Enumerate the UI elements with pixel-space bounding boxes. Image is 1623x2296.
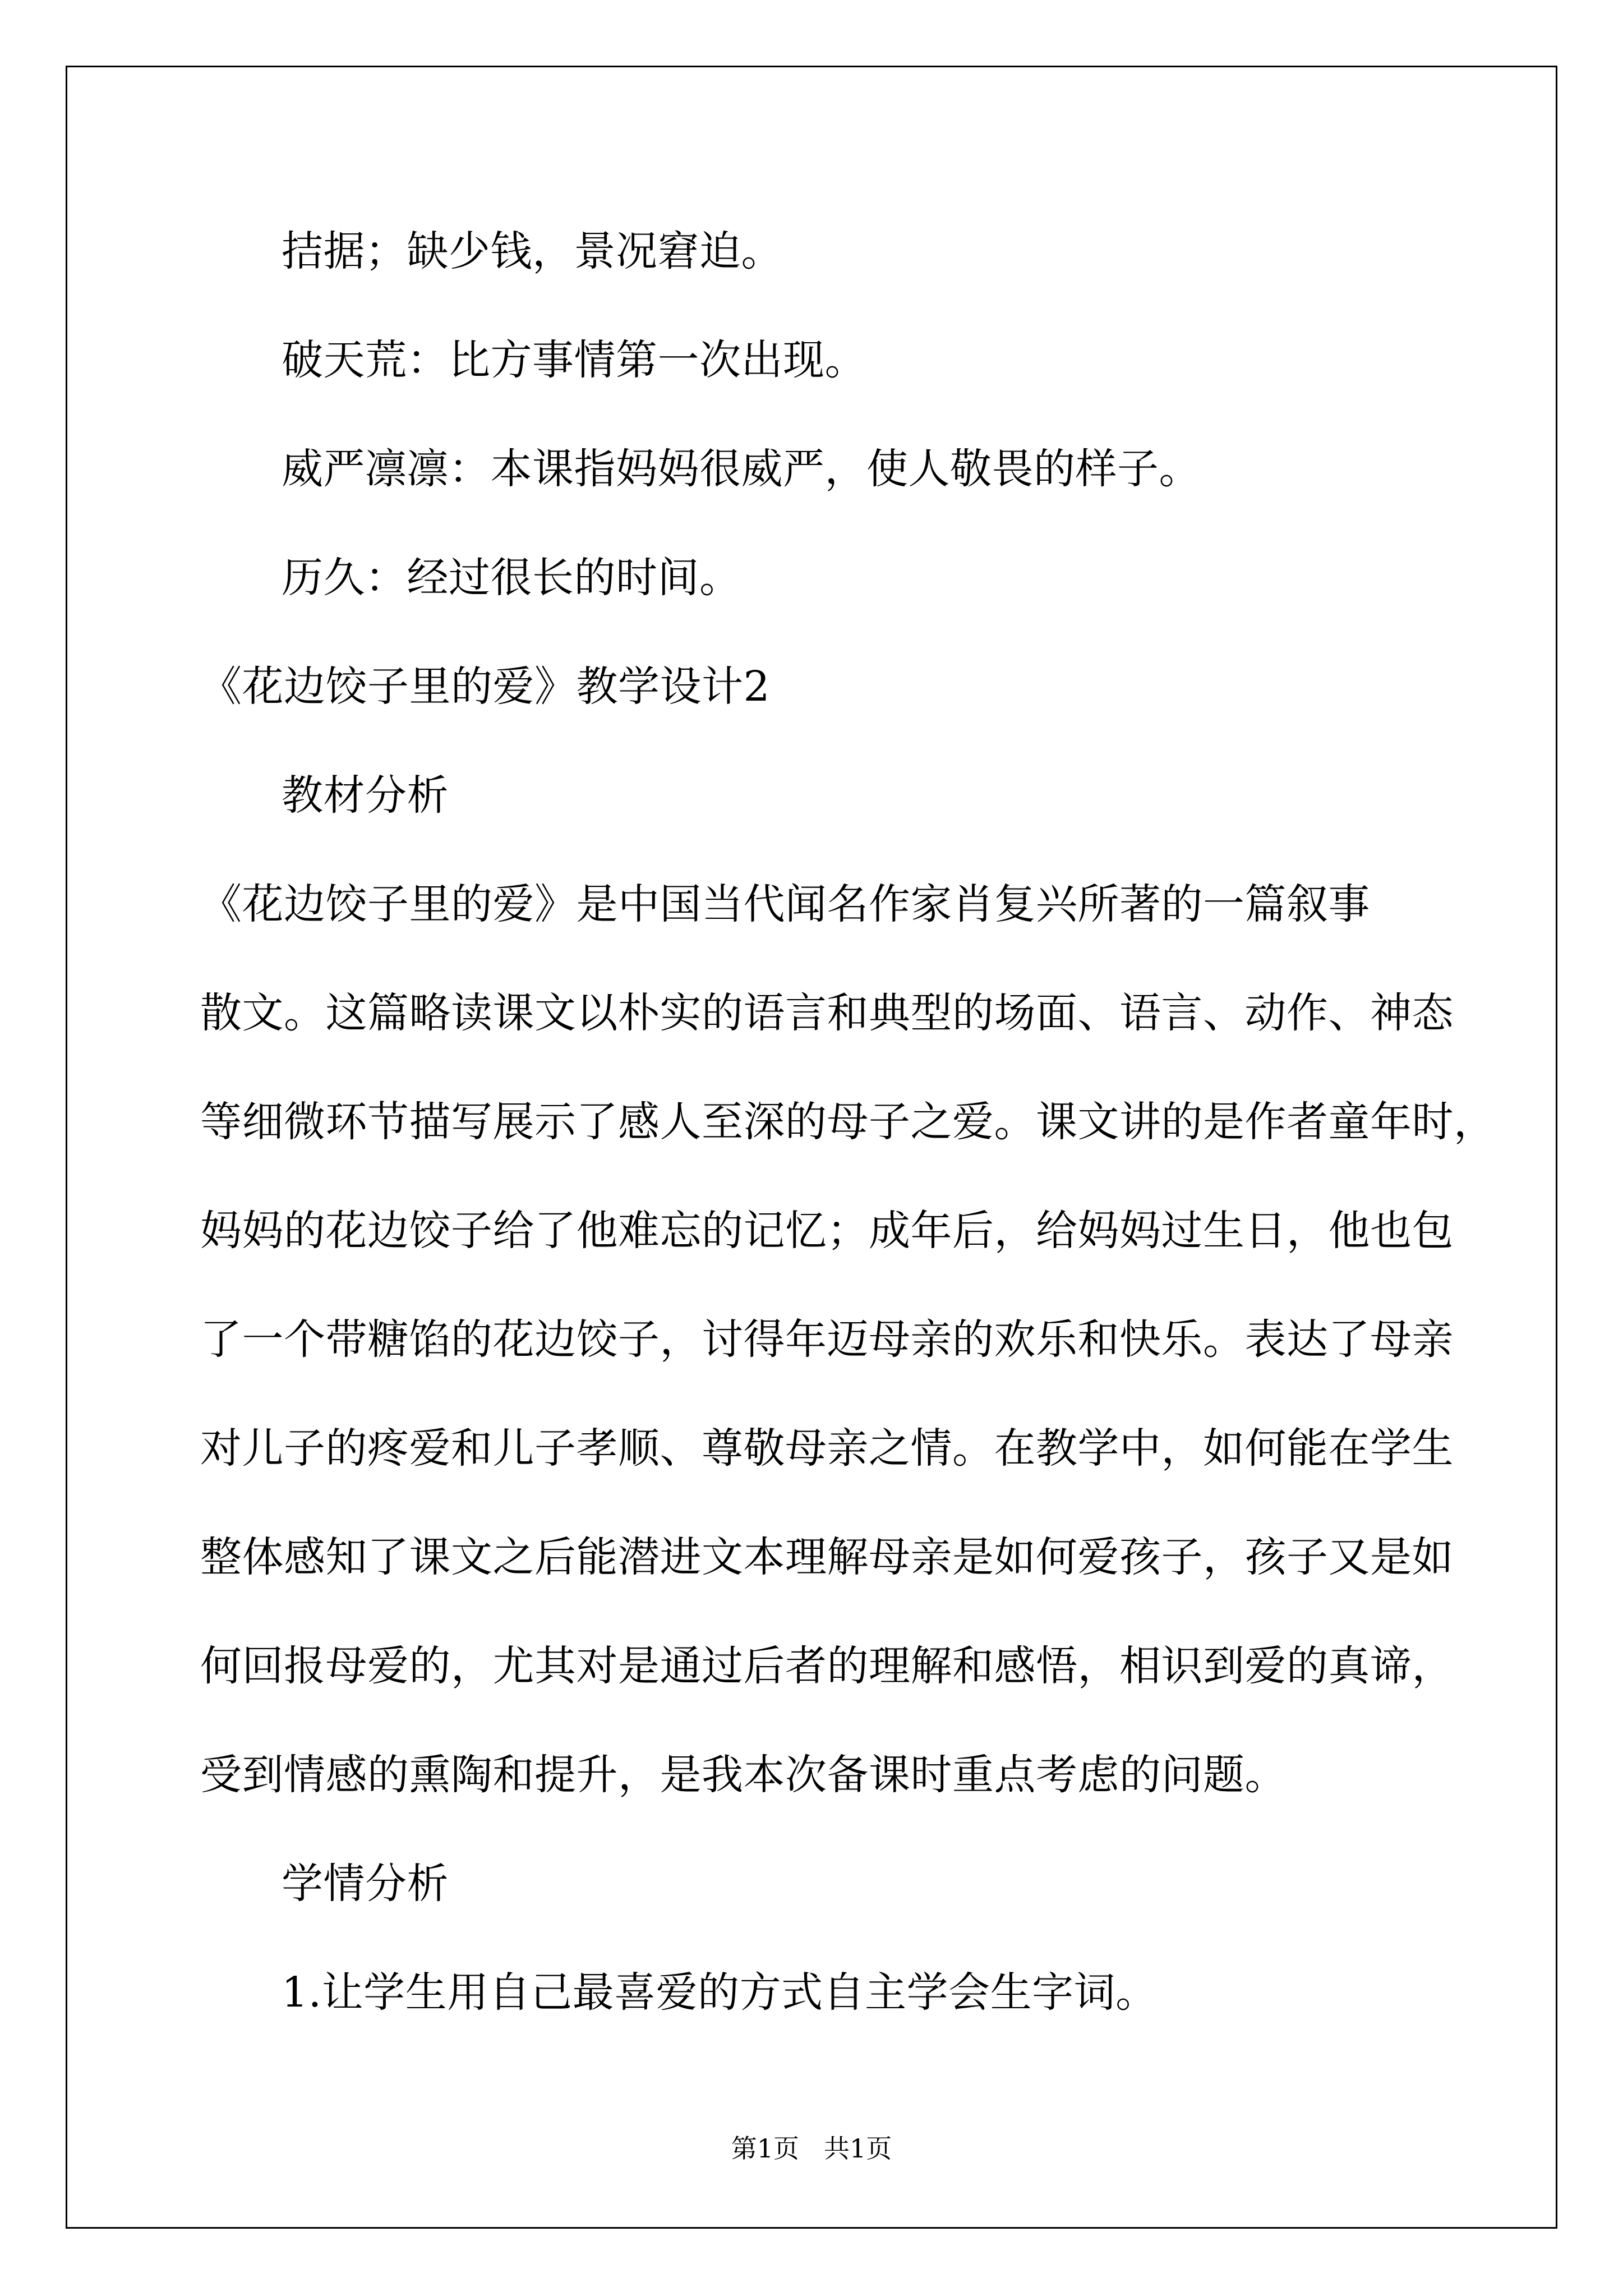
paragraph-line: 何回报母爱的，尤其对是通过后者的理解和感悟，相识到爱的真谛， bbox=[200, 1642, 1454, 1690]
paragraph-line: 对儿子的疼爱和儿子孝顺、尊敬母亲之情。在教学中，如何能在学生 bbox=[200, 1424, 1454, 1473]
definition-line: 历久：经过很长的时间。 bbox=[282, 554, 741, 602]
heading-student-analysis: 学情分析 bbox=[282, 1860, 449, 1908]
paragraph-line: 《花边饺子里的爱》是中国当代闻名作家肖复兴所著的一篇叙事 bbox=[200, 880, 1370, 928]
paragraph-line: 散文。这篇略读课文以朴实的语言和典型的场面、语言、动作、神态 bbox=[200, 989, 1454, 1037]
paragraph-line: 受到情感的熏陶和提升，是我本次备课时重点考虑的问题。 bbox=[200, 1751, 1287, 1799]
student-item: 1.让学生用自己最喜爱的方式自主学会生字词。 bbox=[282, 1968, 1158, 2017]
definition-line: 拮据；缺少钱，景况窘迫。 bbox=[282, 227, 783, 275]
definition-line: 威严凛凛：本课指妈妈很威严，使人敬畏的样子。 bbox=[282, 445, 1201, 493]
definition-line: 破天荒：比方事情第一次出现。 bbox=[282, 336, 866, 384]
paragraph-line: 了一个带糖馅的花边饺子，讨得年迈母亲的欢乐和快乐。表达了母亲 bbox=[200, 1315, 1454, 1364]
paragraph-line: 整体感知了课文之后能潜进文本理解母亲是如何爱孩子，孩子又是如 bbox=[200, 1533, 1454, 1581]
heading-material-analysis: 教材分析 bbox=[282, 771, 449, 820]
page-total: 共1页 bbox=[823, 2133, 892, 2164]
paragraph-line: 等细微环节描写展示了感人至深的母子之爱。课文讲的是作者童年时， bbox=[200, 1098, 1496, 1146]
paragraph-line: 妈妈的花边饺子给了他难忘的记忆；成年后，给妈妈过生日，他也包 bbox=[200, 1207, 1454, 1255]
section-title: 《花边饺子里的爱》教学设计2 bbox=[200, 662, 771, 711]
page-footer bbox=[0, 2132, 1623, 2165]
page-number: 第1页 bbox=[731, 2133, 800, 2164]
